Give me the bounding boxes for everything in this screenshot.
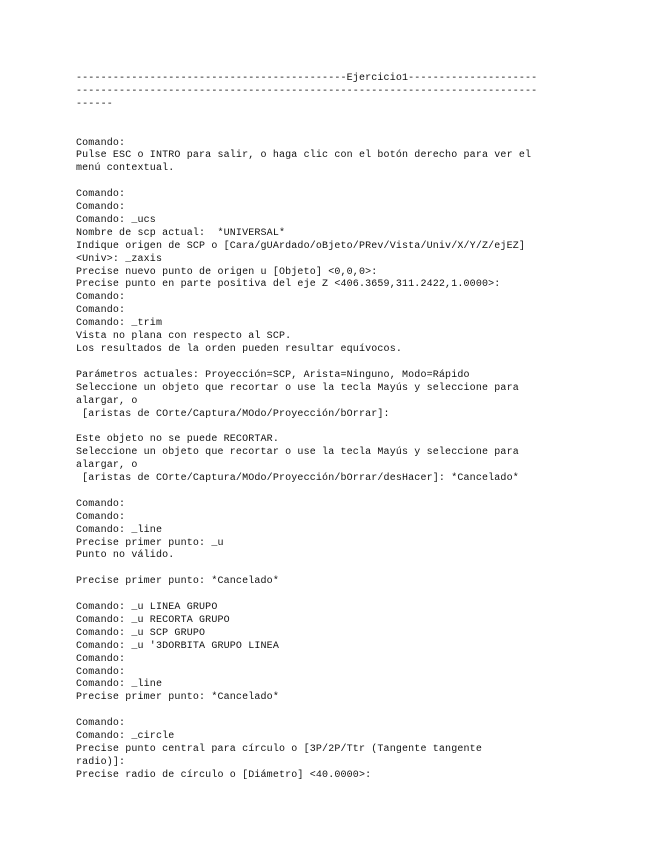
log-line: Nombre de scp actual: *UNIVERSAL* — [76, 227, 286, 239]
command-line: Comando: — [76, 653, 126, 665]
log-line: alargar, o — [76, 395, 138, 407]
separator-line: ------ — [76, 98, 113, 110]
command-line: Comando: _line — [76, 679, 163, 691]
command-line: Comando: — [76, 498, 126, 510]
prompt-line: Precise punto en parte positiva del eje Z <406.3659,311.2422,1.0000>: — [76, 279, 501, 291]
blank-line — [76, 112, 581, 125]
command-line: Comando: _ucs — [76, 214, 156, 226]
command-line: Comando: — [76, 666, 126, 678]
log-line: <Univ>: _zaxis — [76, 253, 163, 265]
blank-line — [76, 125, 581, 138]
log-line: Los resultados de la orden pueden resultar equívocos. — [76, 343, 403, 355]
command-line: Comando: _circle — [76, 731, 175, 743]
blank-line — [76, 705, 581, 718]
prompt-line: Precise punto central para círculo o [3P/2P/Ttr (Tangente tangente — [76, 743, 482, 755]
log-line: Seleccione un objeto que recortar o use la tecla Mayús y seleccione para — [76, 382, 519, 394]
prompt-line: Precise primer punto: *Cancelado* — [76, 692, 279, 704]
command-line: Comando: — [76, 305, 126, 317]
command-line: Comando: — [76, 189, 126, 201]
command-line: Comando: _u RECORTA GRUPO — [76, 614, 230, 626]
command-line: Comando: _u LINEA GRUPO — [76, 602, 218, 614]
command-line: Comando: _u SCP GRUPO — [76, 627, 206, 639]
log-line: Punto no válido. — [76, 550, 175, 562]
command-line: Comando: — [76, 511, 126, 523]
log-line: Vista no plana con respecto al SCP. — [76, 331, 292, 343]
log-line: alargar, o — [76, 460, 138, 472]
command-line: Comando: — [76, 292, 126, 304]
command-line: Comando: _u '3DORBITA GRUPO LINEA — [76, 640, 279, 652]
blank-line — [76, 421, 581, 434]
command-line: Comando: — [76, 202, 126, 214]
log-line: Este objeto no se puede RECORTAR. — [76, 434, 279, 446]
log-line: Seleccione un objeto que recortar o use la tecla Mayús y seleccione para — [76, 447, 519, 459]
log-line: [aristas de COrte/Captura/MOdo/Proyección/bOrrar/desHacer]: *Cancelado* — [76, 473, 519, 485]
log-line: Pulse ESC o INTRO para salir, o haga clic con el botón derecho para ver el — [76, 150, 532, 162]
separator-line: --------------------------------------------Ejercicio1--------------------- — [76, 73, 538, 84]
log-line: [aristas de COrte/Captura/MOdo/Proyección/bOrrar]: — [76, 408, 390, 420]
command-line: Comando: _line — [76, 524, 163, 536]
prompt-line: Precise primer punto: _u — [76, 537, 224, 549]
command-log — [76, 73, 581, 783]
separator-line: --------------------------------------------------------------------------- — [76, 85, 538, 97]
blank-line — [76, 176, 581, 189]
blank-line — [76, 357, 581, 370]
prompt-line: Precise radio de círculo o [Diámetro] <40.0000>: — [76, 769, 372, 781]
blank-line — [76, 486, 581, 499]
log-line: Parámetros actuales: Proyección=SCP, Arista=Ninguno, Modo=Rápido — [76, 369, 470, 381]
blank-line — [76, 589, 581, 602]
prompt-line: Precise nuevo punto de origen u [Objeto] <0,0,0>: — [76, 266, 378, 278]
command-line: Comando: — [76, 137, 126, 149]
prompt-line: Precise primer punto: *Cancelado* — [76, 576, 279, 588]
log-line: menú contextual. — [76, 163, 175, 175]
blank-line — [76, 563, 581, 576]
log-line: Indique origen de SCP o [Cara/gUArdado/oBjeto/PRev/Vista/Univ/X/Y/Z/ejEZ] — [76, 240, 526, 252]
log-line: radio)]: — [76, 756, 126, 768]
command-line: Comando: _trim — [76, 318, 163, 330]
command-line: Comando: — [76, 718, 126, 730]
